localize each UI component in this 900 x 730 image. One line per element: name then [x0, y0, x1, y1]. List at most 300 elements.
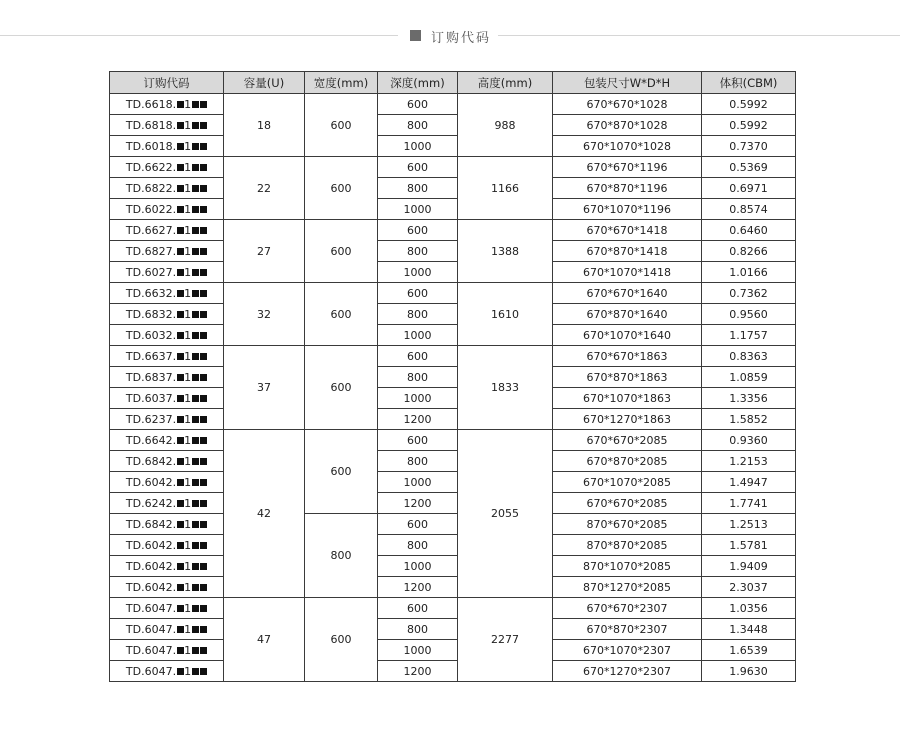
redacted-block-icon: [192, 248, 199, 255]
order-code-cell: [110, 241, 224, 262]
redacted-block-icon: [192, 227, 199, 234]
redacted-block-icon: [192, 164, 199, 171]
order-code-digit: 1: [184, 349, 192, 363]
depth-cell: 600: [378, 346, 458, 367]
table-row: [110, 178, 796, 199]
volume-cell: 1.5852: [702, 409, 796, 430]
package-size-cell: 670*1070*1640: [553, 325, 702, 346]
order-code-prefix: TD.6047.: [125, 622, 177, 636]
package-size-cell: 670*1270*1863: [553, 409, 702, 430]
redacted-block-icon: [177, 605, 184, 612]
order-code-prefix: TD.6842.: [125, 517, 177, 531]
package-size-cell: 670*670*2085: [553, 493, 702, 514]
redacted-block-icon: [200, 353, 207, 360]
depth-cell: 600: [378, 598, 458, 619]
redacted-block-icon: [192, 458, 199, 465]
redacted-block-icon: [200, 290, 207, 297]
depth-cell: 800: [378, 619, 458, 640]
order-code-prefix: TD.6822.: [125, 181, 177, 195]
header-rule-left: [0, 35, 398, 36]
width-cell: 600: [305, 598, 378, 682]
table-row: [110, 640, 796, 661]
volume-cell: 0.6460: [702, 220, 796, 241]
height-cell: 1610: [458, 283, 553, 346]
order-code-digit: 1: [184, 454, 192, 468]
capacity-cell: 42: [224, 430, 305, 598]
depth-cell: 1000: [378, 325, 458, 346]
table-row: [110, 451, 796, 472]
volume-cell: 0.6971: [702, 178, 796, 199]
volume-cell: 1.4947: [702, 472, 796, 493]
redacted-block-icon: [177, 395, 184, 402]
redacted-block-icon: [177, 332, 184, 339]
volume-cell: 1.2153: [702, 451, 796, 472]
redacted-block-icon: [192, 143, 199, 150]
height-cell: 988: [458, 94, 553, 157]
redacted-block-icon: [192, 122, 199, 129]
width-cell: 600: [305, 157, 378, 220]
volume-cell: 0.5369: [702, 157, 796, 178]
width-cell: 600: [305, 283, 378, 346]
height-cell: 1388: [458, 220, 553, 283]
order-code-digit: 1: [184, 664, 192, 678]
order-code-digit: 1: [184, 643, 192, 657]
order-code-cell: [110, 325, 224, 346]
redacted-block-icon: [177, 269, 184, 276]
order-code-prefix: TD.6047.: [125, 664, 177, 678]
volume-cell: 0.5992: [702, 115, 796, 136]
order-code-digit: 1: [184, 244, 192, 258]
order-code-digit: 1: [184, 412, 192, 426]
order-code-prefix: TD.6242.: [125, 496, 177, 510]
width-cell: 600: [305, 346, 378, 430]
redacted-block-icon: [177, 143, 184, 150]
volume-cell: 0.9360: [702, 430, 796, 451]
order-code-cell: [110, 619, 224, 640]
redacted-block-icon: [192, 500, 199, 507]
depth-cell: 1200: [378, 409, 458, 430]
redacted-block-icon: [200, 563, 207, 570]
depth-cell: 1200: [378, 493, 458, 514]
depth-cell: 600: [378, 514, 458, 535]
redacted-block-icon: [177, 542, 184, 549]
redacted-block-icon: [177, 248, 184, 255]
volume-cell: 0.8363: [702, 346, 796, 367]
volume-cell: 0.5992: [702, 94, 796, 115]
table-row: [110, 493, 796, 514]
redacted-block-icon: [200, 605, 207, 612]
package-size-cell: 670*670*1863: [553, 346, 702, 367]
order-code-digit: 1: [184, 97, 192, 111]
package-size-cell: 670*870*2307: [553, 619, 702, 640]
order-code-prefix: TD.6042.: [125, 475, 177, 489]
redacted-block-icon: [192, 332, 199, 339]
redacted-block-icon: [177, 374, 184, 381]
package-size-cell: 870*1070*2085: [553, 556, 702, 577]
order-code-prefix: TD.6832.: [125, 307, 177, 321]
order-code-cell: [110, 346, 224, 367]
capacity-cell: 22: [224, 157, 305, 220]
volume-cell: 1.3356: [702, 388, 796, 409]
section-header: [0, 26, 900, 46]
redacted-block-icon: [177, 122, 184, 129]
column-header-depth: 深度(mm): [378, 72, 458, 94]
order-code-digit: 1: [184, 286, 192, 300]
redacted-block-icon: [200, 101, 207, 108]
table-row: [110, 535, 796, 556]
depth-cell: 600: [378, 220, 458, 241]
order-code-prefix: TD.6047.: [125, 601, 177, 615]
order-code-cell: [110, 220, 224, 241]
package-size-cell: 670*1070*1196: [553, 199, 702, 220]
redacted-block-icon: [200, 227, 207, 234]
order-code-cell: [110, 535, 224, 556]
depth-cell: 800: [378, 451, 458, 472]
volume-cell: 1.7741: [702, 493, 796, 514]
order-code-cell: [110, 199, 224, 220]
column-header-capacity: 容量(U): [224, 72, 305, 94]
package-size-cell: 670*870*1863: [553, 367, 702, 388]
order-code-cell: [110, 514, 224, 535]
depth-cell: 600: [378, 283, 458, 304]
order-code-cell: [110, 556, 224, 577]
redacted-block-icon: [200, 542, 207, 549]
column-header-height: 高度(mm): [458, 72, 553, 94]
redacted-block-icon: [177, 626, 184, 633]
order-code-prefix: TD.6627.: [125, 223, 177, 237]
volume-cell: 0.8574: [702, 199, 796, 220]
redacted-block-icon: [192, 206, 199, 213]
order-code-prefix: TD.6022.: [125, 202, 177, 216]
redacted-block-icon: [200, 647, 207, 654]
package-size-cell: 670*870*1418: [553, 241, 702, 262]
capacity-cell: 18: [224, 94, 305, 157]
order-code-prefix: TD.6047.: [125, 643, 177, 657]
redacted-block-icon: [200, 626, 207, 633]
redacted-block-icon: [192, 605, 199, 612]
redacted-block-icon: [177, 416, 184, 423]
table-row: [110, 325, 796, 346]
order-code-cell: [110, 577, 224, 598]
order-code-digit: 1: [184, 370, 192, 384]
redacted-block-icon: [177, 227, 184, 234]
order-code-digit: 1: [184, 391, 192, 405]
order-code-cell: [110, 367, 224, 388]
redacted-block-icon: [192, 353, 199, 360]
volume-cell: 1.9409: [702, 556, 796, 577]
redacted-block-icon: [200, 395, 207, 402]
redacted-block-icon: [192, 584, 199, 591]
order-code-prefix: TD.6037.: [125, 391, 177, 405]
table-row: [110, 598, 796, 619]
redacted-block-icon: [177, 584, 184, 591]
order-code-prefix: TD.6032.: [125, 328, 177, 342]
height-cell: 2055: [458, 430, 553, 598]
depth-cell: 1200: [378, 577, 458, 598]
depth-cell: 600: [378, 430, 458, 451]
order-code-cell: [110, 283, 224, 304]
order-code-digit: 1: [184, 496, 192, 510]
order-code-cell: [110, 598, 224, 619]
order-code-digit: 1: [184, 265, 192, 279]
package-size-cell: 670*670*2307: [553, 598, 702, 619]
redacted-block-icon: [192, 542, 199, 549]
table-row: [110, 304, 796, 325]
order-code-cell: [110, 115, 224, 136]
order-code-prefix: TD.6618.: [125, 97, 177, 111]
width-cell: 800: [305, 514, 378, 598]
package-size-cell: 670*1070*1028: [553, 136, 702, 157]
redacted-block-icon: [177, 458, 184, 465]
order-code-digit: 1: [184, 475, 192, 489]
table-row: [110, 430, 796, 451]
package-size-cell: 670*1070*2085: [553, 472, 702, 493]
order-code-cell: [110, 304, 224, 325]
height-cell: 1833: [458, 346, 553, 430]
column-header-width: 宽度(mm): [305, 72, 378, 94]
capacity-cell: 32: [224, 283, 305, 346]
table-row: [110, 514, 796, 535]
redacted-block-icon: [192, 437, 199, 444]
height-cell: 1166: [458, 157, 553, 220]
package-size-cell: 670*1070*2307: [553, 640, 702, 661]
redacted-block-icon: [200, 437, 207, 444]
volume-cell: 1.3448: [702, 619, 796, 640]
package-size-cell: 670*670*1418: [553, 220, 702, 241]
redacted-block-icon: [192, 269, 199, 276]
redacted-block-icon: [177, 521, 184, 528]
order-code-cell: [110, 451, 224, 472]
redacted-block-icon: [177, 101, 184, 108]
redacted-block-icon: [192, 521, 199, 528]
table-row: [110, 199, 796, 220]
width-cell: 600: [305, 430, 378, 514]
order-code-digit: 1: [184, 307, 192, 321]
order-code-digit: 1: [184, 580, 192, 594]
table-row: [110, 619, 796, 640]
redacted-block-icon: [200, 248, 207, 255]
package-size-cell: 870*870*2085: [553, 535, 702, 556]
width-cell: 600: [305, 94, 378, 157]
volume-cell: 1.0859: [702, 367, 796, 388]
order-code-cell: [110, 178, 224, 199]
order-code-digit: 1: [184, 328, 192, 342]
package-size-cell: 670*670*1028: [553, 94, 702, 115]
redacted-block-icon: [200, 122, 207, 129]
depth-cell: 1000: [378, 136, 458, 157]
order-code-prefix: TD.6042.: [125, 559, 177, 573]
redacted-block-icon: [177, 164, 184, 171]
depth-cell: 1000: [378, 640, 458, 661]
order-code-digit: 1: [184, 559, 192, 573]
volume-cell: 1.0356: [702, 598, 796, 619]
order-code-digit: 1: [184, 160, 192, 174]
table-row: [110, 283, 796, 304]
depth-cell: 1200: [378, 661, 458, 682]
redacted-block-icon: [192, 647, 199, 654]
redacted-block-icon: [200, 500, 207, 507]
header-rule-right: [498, 35, 900, 36]
redacted-block-icon: [200, 311, 207, 318]
capacity-cell: 27: [224, 220, 305, 283]
package-size-cell: 670*870*1640: [553, 304, 702, 325]
redacted-block-icon: [192, 185, 199, 192]
order-code-cell: [110, 262, 224, 283]
redacted-block-icon: [192, 416, 199, 423]
depth-cell: 1000: [378, 262, 458, 283]
order-code-prefix: TD.6042.: [125, 580, 177, 594]
order-code-prefix: TD.6018.: [125, 139, 177, 153]
depth-cell: 1000: [378, 388, 458, 409]
table-row: [110, 577, 796, 598]
redacted-block-icon: [200, 584, 207, 591]
table-row: [110, 346, 796, 367]
capacity-cell: 47: [224, 598, 305, 682]
depth-cell: 800: [378, 535, 458, 556]
order-code-prefix: TD.6827.: [125, 244, 177, 258]
order-code-prefix: TD.6642.: [125, 433, 177, 447]
redacted-block-icon: [200, 668, 207, 675]
column-header-volume: 体积(CBM): [702, 72, 796, 94]
redacted-block-icon: [200, 479, 207, 486]
order-code-prefix: TD.6818.: [125, 118, 177, 132]
order-code-digit: 1: [184, 181, 192, 195]
table-row: [110, 220, 796, 241]
order-code-cell: [110, 388, 224, 409]
package-size-cell: 670*870*1196: [553, 178, 702, 199]
section-title: 订购代码: [431, 31, 492, 46]
depth-cell: 1000: [378, 556, 458, 577]
depth-cell: 800: [378, 304, 458, 325]
redacted-block-icon: [177, 290, 184, 297]
depth-cell: 1000: [378, 199, 458, 220]
redacted-block-icon: [200, 374, 207, 381]
redacted-block-icon: [192, 290, 199, 297]
order-code-cell: [110, 136, 224, 157]
package-size-cell: 670*1270*2307: [553, 661, 702, 682]
order-code-prefix: TD.6637.: [125, 349, 177, 363]
redacted-block-icon: [177, 563, 184, 570]
order-code-prefix: TD.6237.: [125, 412, 177, 426]
redacted-block-icon: [192, 374, 199, 381]
table-row: [110, 262, 796, 283]
order-code-digit: 1: [184, 538, 192, 552]
depth-cell: 800: [378, 178, 458, 199]
table-row: [110, 367, 796, 388]
table-header-row: [110, 72, 796, 94]
volume-cell: 1.2513: [702, 514, 796, 535]
volume-cell: 1.1757: [702, 325, 796, 346]
redacted-block-icon: [177, 479, 184, 486]
order-code-cell: [110, 430, 224, 451]
column-header-package-size: 包装尺寸W*D*H: [553, 72, 702, 94]
package-size-cell: 670*1070*1418: [553, 262, 702, 283]
redacted-block-icon: [192, 101, 199, 108]
capacity-cell: 37: [224, 346, 305, 430]
redacted-block-icon: [200, 332, 207, 339]
redacted-block-icon: [200, 206, 207, 213]
package-size-cell: 670*670*1640: [553, 283, 702, 304]
order-code-prefix: TD.6042.: [125, 538, 177, 552]
depth-cell: 1000: [378, 472, 458, 493]
volume-cell: 1.5781: [702, 535, 796, 556]
depth-cell: 600: [378, 157, 458, 178]
order-code-prefix: TD.6842.: [125, 454, 177, 468]
width-cell: 600: [305, 220, 378, 283]
order-code-cell: [110, 493, 224, 514]
table-row: [110, 241, 796, 262]
order-code-digit: 1: [184, 622, 192, 636]
table-row: [110, 556, 796, 577]
order-code-prefix: TD.6632.: [125, 286, 177, 300]
table-row: [110, 388, 796, 409]
volume-cell: 0.8266: [702, 241, 796, 262]
order-code-digit: 1: [184, 118, 192, 132]
redacted-block-icon: [192, 479, 199, 486]
order-code-prefix: TD.6027.: [125, 265, 177, 279]
redacted-block-icon: [177, 185, 184, 192]
redacted-block-icon: [192, 395, 199, 402]
depth-cell: 800: [378, 115, 458, 136]
redacted-block-icon: [200, 185, 207, 192]
package-size-cell: 670*1070*1863: [553, 388, 702, 409]
package-size-cell: 870*670*2085: [553, 514, 702, 535]
package-size-cell: 670*870*2085: [553, 451, 702, 472]
depth-cell: 800: [378, 367, 458, 388]
table-row: [110, 115, 796, 136]
redacted-block-icon: [177, 647, 184, 654]
package-size-cell: 670*870*1028: [553, 115, 702, 136]
table-row: [110, 94, 796, 115]
volume-cell: 0.9560: [702, 304, 796, 325]
volume-cell: 1.6539: [702, 640, 796, 661]
redacted-block-icon: [192, 668, 199, 675]
order-code-digit: 1: [184, 433, 192, 447]
order-code-cell: [110, 94, 224, 115]
redacted-block-icon: [200, 416, 207, 423]
order-code-prefix: TD.6622.: [125, 160, 177, 174]
volume-cell: 0.7370: [702, 136, 796, 157]
order-code-digit: 1: [184, 202, 192, 216]
package-size-cell: 670*670*1196: [553, 157, 702, 178]
redacted-block-icon: [192, 563, 199, 570]
volume-cell: 0.7362: [702, 283, 796, 304]
column-header-code: 订购代码: [110, 72, 224, 94]
redacted-block-icon: [177, 206, 184, 213]
table-row: [110, 409, 796, 430]
redacted-block-icon: [177, 500, 184, 507]
table-row: [110, 472, 796, 493]
order-code-digit: 1: [184, 139, 192, 153]
square-bullet-icon: [410, 30, 421, 41]
order-code-digit: 1: [184, 601, 192, 615]
depth-cell: 600: [378, 94, 458, 115]
height-cell: 2277: [458, 598, 553, 682]
redacted-block-icon: [200, 458, 207, 465]
volume-cell: 1.9630: [702, 661, 796, 682]
depth-cell: 800: [378, 241, 458, 262]
redacted-block-icon: [200, 269, 207, 276]
order-code-cell: [110, 409, 224, 430]
order-code-digit: 1: [184, 223, 192, 237]
order-code-digit: 1: [184, 517, 192, 531]
package-size-cell: 670*670*2085: [553, 430, 702, 451]
redacted-block-icon: [192, 626, 199, 633]
redacted-block-icon: [192, 311, 199, 318]
redacted-block-icon: [200, 164, 207, 171]
table-row: [110, 157, 796, 178]
redacted-block-icon: [200, 521, 207, 528]
